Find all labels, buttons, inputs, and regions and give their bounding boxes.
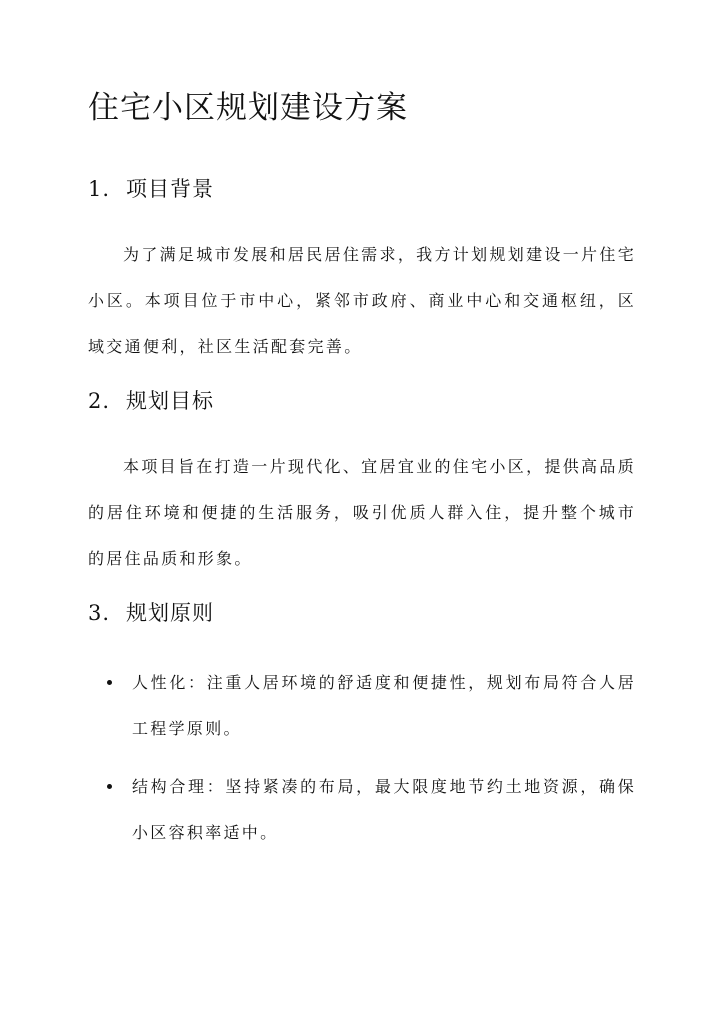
list-item-text: 结构合理：坚持紧凑的布局，最大限度地节约土地资源，确保小区容积率适中。 <box>132 777 636 842</box>
section-title: 规划目标 <box>126 389 214 413</box>
section-heading-2 <box>88 386 214 416</box>
list-item <box>88 660 636 752</box>
section-number: 2. <box>88 389 111 413</box>
list-item-text: 人性化：注重人居环境的舒适度和便捷性，规划布局符合人居工程学原则。 <box>132 673 636 738</box>
section-heading-1 <box>88 174 214 204</box>
section-title: 规划原则 <box>126 601 214 625</box>
section-heading-3 <box>88 598 214 628</box>
section-number: 1. <box>88 177 111 201</box>
principles-list <box>88 660 636 868</box>
document-title: 住宅小区规划建设方案 <box>88 90 408 126</box>
bullet-icon <box>107 784 112 789</box>
section-number: 3. <box>88 601 111 625</box>
section-title: 项目背景 <box>126 177 214 201</box>
section-paragraph-2: 本项目旨在打造一片现代化、宜居宜业的住宅小区，提供高品质的居住环境和便捷的生活服务，吸引优质人群入住，提升整个城市的居住品质和形象。 <box>88 457 636 568</box>
bullet-icon <box>107 680 112 685</box>
section-paragraph-1: 为了满足城市发展和居民居住需求，我方计划规划建设一片住宅小区。本项目位于市中心，紧邻市政府、商业中心和交通枢纽，区域交通便利，社区生活配套完善。 <box>88 245 636 356</box>
list-item <box>88 764 636 856</box>
